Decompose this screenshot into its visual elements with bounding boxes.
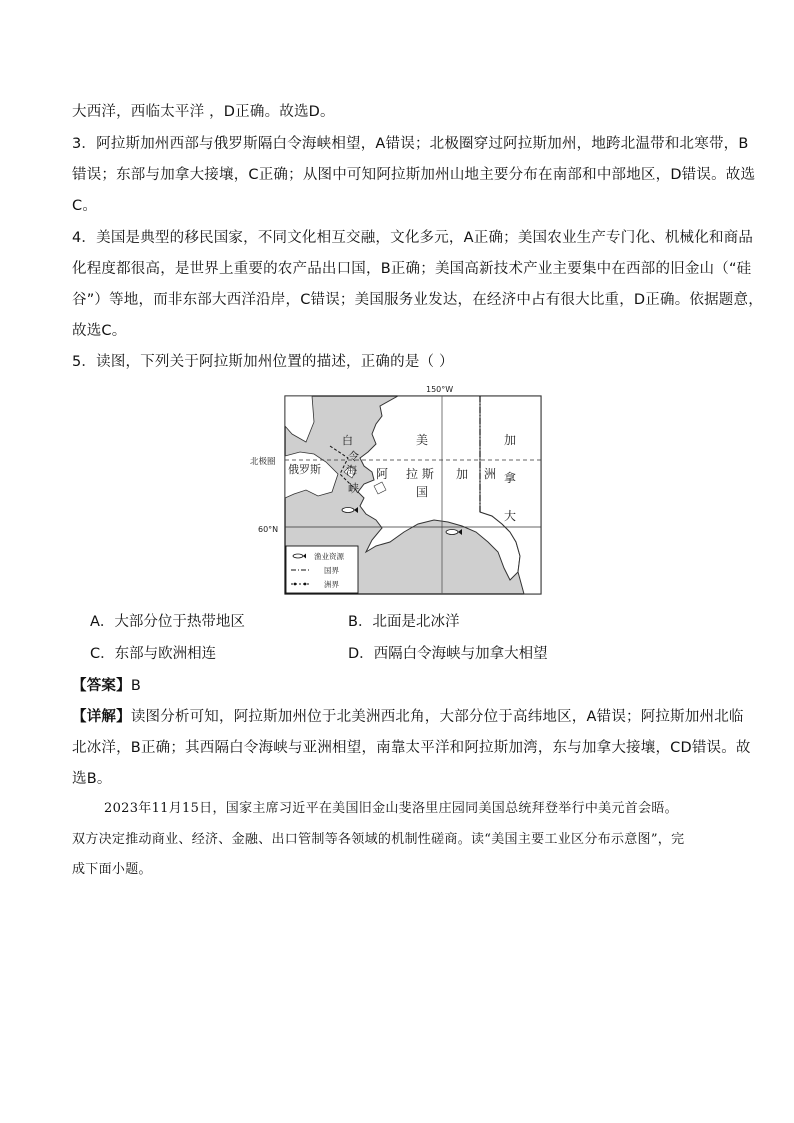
label-us-2: 国 (416, 485, 429, 499)
answer-line (72, 676, 141, 696)
detail-line (72, 707, 744, 727)
legend-fishery: 渔业资源 (314, 552, 344, 561)
detail-line: 选B。 (72, 771, 112, 787)
paragraph-line: 大西洋，西临太平洋 ，D正确。故选D。 (72, 104, 335, 120)
intro-line: 成下面小题。 (72, 862, 152, 877)
label-bering-1: 白 (342, 434, 353, 447)
label-canada-3: 大 (504, 509, 517, 523)
legend-continent-boundary: 洲界 (324, 580, 339, 589)
q3-line: 错误；东部与加拿大接壤，C正确；从图中可知阿拉斯加州山地主要分布在南部和中部地区，D错误。故选 (72, 167, 756, 183)
label-alaska-4: 洲 (484, 467, 497, 481)
label-canada-2: 拿 (504, 471, 517, 485)
intro-line: 双方决定推动商业、经济、金融、出口管制等各领域的机制性磋商。读“美国主要工业区分布示意图”，完 (72, 832, 685, 847)
option-a: A．大部分位于热带地区 (90, 614, 245, 630)
option-b: B．北面是北冰洋 (348, 614, 460, 630)
label-canada-1: 加 (504, 433, 517, 447)
label-alaska-3: 加 (456, 467, 469, 481)
label-alaska-2: 拉 斯 (406, 467, 434, 481)
legend-border: 国界 (324, 566, 339, 575)
q4-line: 谷”）等地，而非东部大西洋沿岸，C错误；美国服务业发达，在经济中占有很大比重，D正确。依据题意， (72, 292, 763, 308)
q4-line: 化程度都很高，是世界上重要的农产品出口国，B正确；美国高新技术产业主要集中在西部的旧金山（“硅 (72, 261, 752, 277)
arctic-circle-label: 北极圈 (250, 457, 276, 467)
q4-line: 故选C。 (72, 323, 127, 339)
answer-value: B (130, 678, 141, 694)
latitude-label: 60°N (258, 525, 279, 534)
meridian-label: 150°W (426, 385, 454, 394)
intro-line: 2023年11月15日，国家主席习近平在美国旧金山斐洛里庄园同美国总统拜登举行中美元首会晤。 (104, 801, 678, 816)
detail-line: 北冰洋，B正确；其西隔白令海峡与亚洲相望，南靠太平洋和阿拉斯加湾，东与加拿大接壤，CD错误。故 (72, 740, 751, 756)
label-alaska-1: 阿 (376, 467, 389, 481)
q3-line: 3．阿拉斯加州西部与俄罗斯隔白令海峡相望，A错误；北极圈穿过阿拉斯加州，地跨北温带和北寒带，B (72, 136, 749, 152)
alaska-map-figure (248, 382, 548, 598)
alaska-map (248, 382, 548, 598)
label-russia: 俄罗斯 (288, 463, 321, 476)
question-5-stem: 5．读图，下列关于阿拉斯加州位置的描述，正确的是（ ） (72, 354, 454, 370)
detail-tag: 【详解】 (72, 709, 131, 725)
label-us-1: 美 (416, 433, 429, 447)
legend-dot (294, 583, 297, 586)
option-c: C．东部与欧洲相连 (90, 646, 217, 662)
option-d: D．西隔白令海峡与加拿大相望 (348, 646, 548, 662)
label-bering-2: 令 (348, 450, 359, 463)
label-bering-3: 海 (346, 464, 357, 477)
legend-dot (304, 583, 307, 586)
answer-tag: 【答案】 (72, 678, 131, 694)
q4-line: 4．美国是典型的移民国家，不同文化相互交融，文化多元，A正确；美国农业生产专门化、机械化和商品 (72, 230, 754, 246)
detail-text: 读图分析可知，阿拉斯加州位于北美洲西北角，大部分位于高纬地区，A错误；阿拉斯加州北临 (130, 709, 744, 725)
label-bering-4: 峡 (348, 482, 359, 495)
q3-line: C。 (72, 198, 98, 214)
